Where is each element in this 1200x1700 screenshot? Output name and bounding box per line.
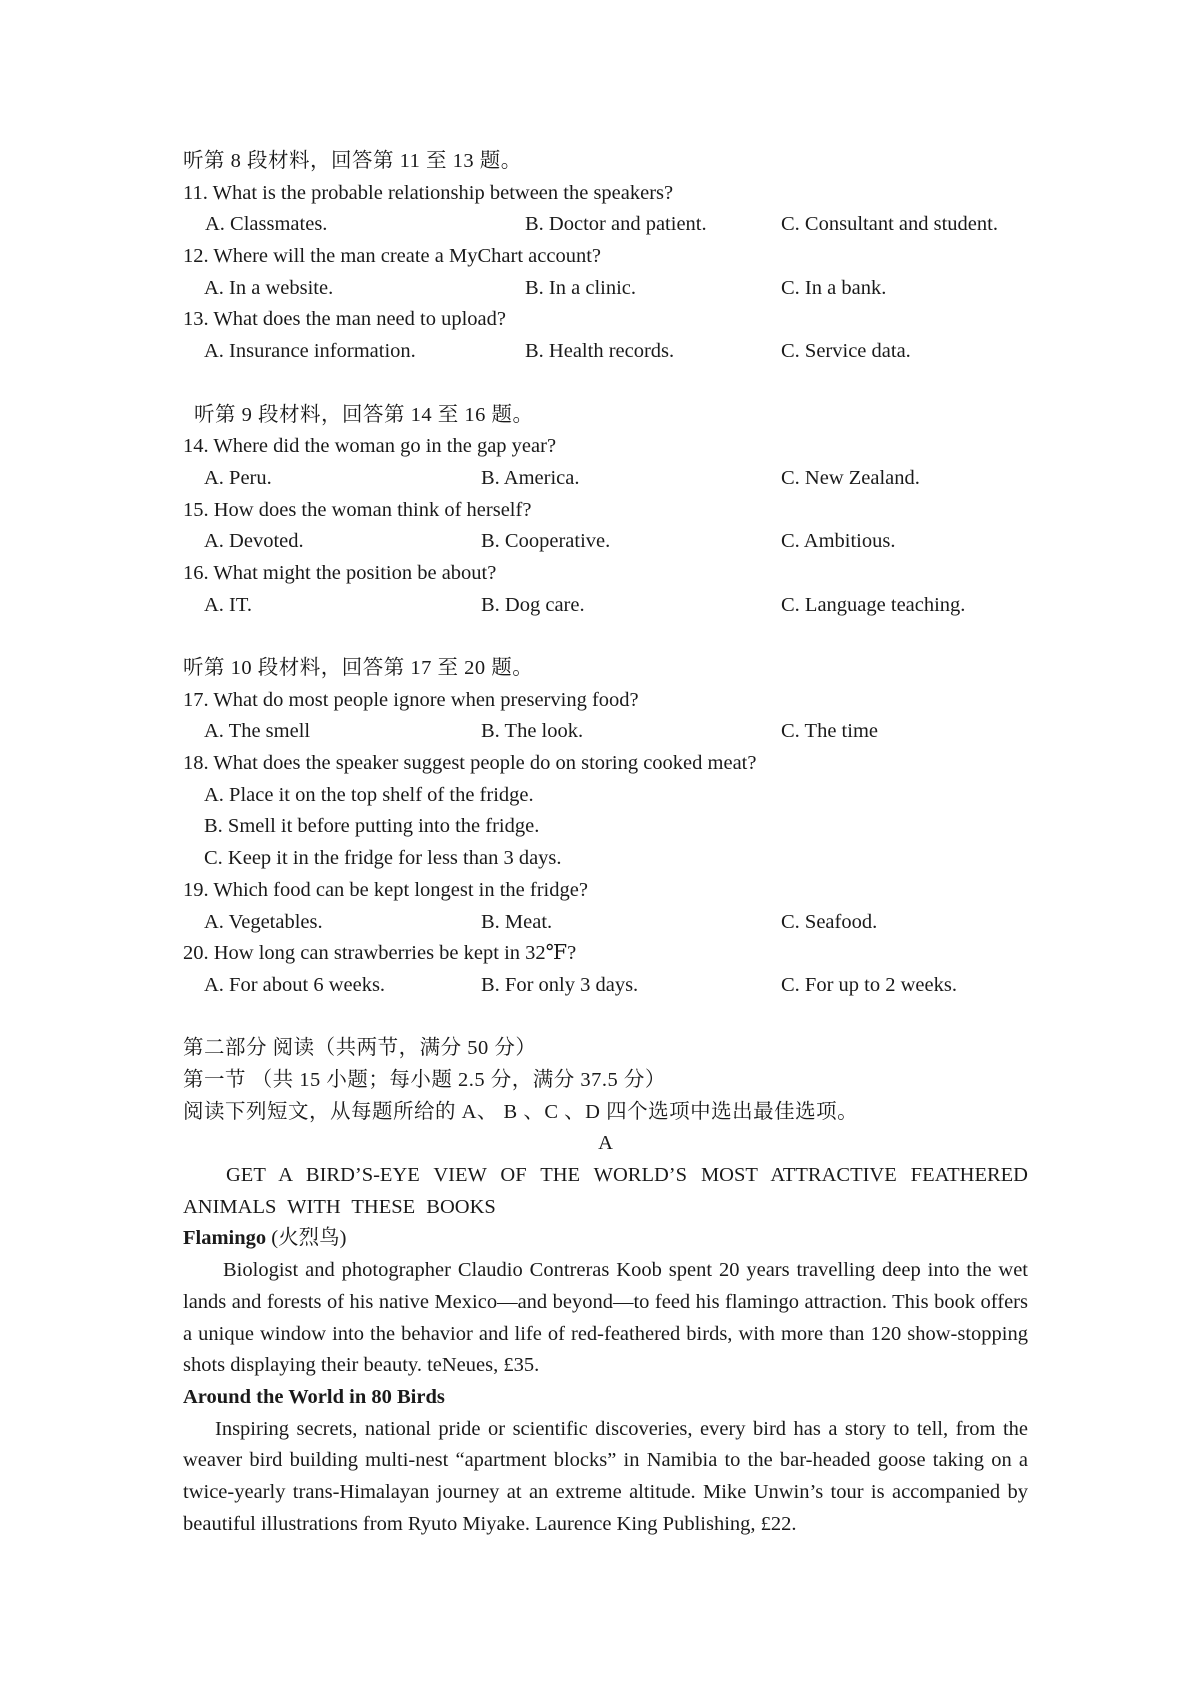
- exam-page: [183, 146, 1028, 1540]
- option-b: B. Health records.: [525, 340, 675, 363]
- question-16-options: [183, 590, 1028, 622]
- option-b: B. America.: [481, 466, 580, 489]
- section-9-header: 听第 9 段材料，回答第 14 至 16 题。: [194, 403, 534, 426]
- question-14: 14. Where did the woman go in the gap year?: [183, 435, 557, 458]
- option-c: C. The time: [781, 720, 878, 743]
- question-13-options: [183, 336, 1028, 368]
- option-b: B. Meat.: [481, 910, 553, 933]
- option-a: A. Place it on the top shelf of the fridge.: [204, 783, 534, 806]
- option-c: C. Service data.: [781, 340, 911, 363]
- book-2-description: Inspiring secrets, national pride or scientific discoveries, every bird has a story to tell, from the weaver bird building multi-nest “apartment blocks” in Namibia to the bar-headed goose taking on a twice-yearly trans-Himalayan journey at an extreme altitude. Mike Unwin’s tour is accompanied by beautiful illustrations from Ryuto Miyake. Laurence King Publishing, £22.: [183, 1417, 1028, 1535]
- question-19: 19. Which food can be kept longest in the fridge?: [183, 878, 588, 901]
- option-b: B. The look.: [481, 720, 584, 743]
- passage-label: A: [598, 1132, 613, 1155]
- question-20: 20. How long can strawberries be kept in 32℉?: [183, 942, 577, 965]
- spacer: [183, 368, 1028, 400]
- question-15-options: [183, 526, 1028, 558]
- option-c: C. Consultant and student.: [781, 213, 998, 236]
- section-8-header: 听第 8 段材料，回答第 11 至 13 题。: [183, 150, 522, 172]
- option-c: C. In a bank.: [781, 276, 887, 299]
- part-2-subtitle: 第一节 （共 15 小题；每小题 2.5 分，满分 37.5 分）: [183, 1068, 666, 1091]
- part-2-instruction: 阅读下列短文，从每题所给的 A、 B 、C 、D 四个选项中选出最佳选项。: [183, 1100, 859, 1123]
- option-b: B. For only 3 days.: [481, 973, 639, 996]
- option-a: A. IT.: [204, 593, 253, 616]
- section-10-header: 听第 10 段材料，回答第 17 至 20 题。: [183, 657, 534, 679]
- book-2-title: Around the World in 80 Birds: [183, 1385, 445, 1408]
- option-b: B. Dog care.: [481, 593, 585, 616]
- option-a: A. Vegetables.: [204, 910, 323, 933]
- option-c: C. Ambitious.: [781, 530, 896, 553]
- question-17: 17. What do most people ignore when preserving food?: [183, 688, 639, 711]
- question-13: 13. What does the man need to upload?: [183, 308, 506, 331]
- question-17-options: [183, 716, 1028, 748]
- option-c: C. Language teaching.: [781, 593, 966, 616]
- option-c: C. New Zealand.: [781, 466, 920, 489]
- spacer: [183, 621, 1028, 653]
- part-2-title: 第二部分 阅读（共两节，满分 50 分）: [183, 1037, 537, 1060]
- question-18: 18. What does the speaker suggest people do on storing cooked meat?: [183, 752, 757, 775]
- question-20-options: [183, 970, 1028, 1002]
- passage-headline: GET A BIRD’S-EYE VIEW OF THE WORLD’S MOST ATTRACTIVE FEATHERED ANIMALS WITH THESE BOOKS: [183, 1164, 1028, 1218]
- book-1-title: Flamingo: [183, 1227, 267, 1250]
- option-c: C. Seafood.: [781, 910, 878, 933]
- option-a: A. Classmates.: [205, 213, 328, 236]
- option-c: C. Keep it in the fridge for less than 3 days.: [204, 847, 562, 870]
- option-b: B. Doctor and patient.: [525, 213, 707, 236]
- option-b: B. Cooperative.: [481, 530, 611, 553]
- question-11: 11. What is the probable relationship between the speakers?: [183, 181, 674, 204]
- option-b: B. Smell it before putting into the fridge.: [204, 815, 540, 838]
- option-a: A. The smell: [204, 720, 311, 743]
- option-a: A. For about 6 weeks.: [204, 973, 386, 996]
- spacer: [183, 1002, 1028, 1034]
- question-19-options: [183, 907, 1028, 939]
- option-c: C. For up to 2 weeks.: [781, 973, 957, 996]
- book-1-title-cn: (火烈鸟): [266, 1227, 347, 1250]
- option-a: A. In a website.: [204, 276, 334, 299]
- book-1-heading: [183, 1223, 1028, 1255]
- option-a: A. Devoted.: [204, 530, 304, 553]
- option-b: B. In a clinic.: [525, 276, 637, 299]
- question-15: 15. How does the woman think of herself?: [183, 498, 532, 521]
- option-a: A. Insurance information.: [204, 340, 416, 363]
- question-16: 16. What might the position be about?: [183, 561, 497, 584]
- question-12: 12. Where will the man create a MyChart account?: [183, 245, 601, 268]
- option-a: A. Peru.: [204, 466, 272, 489]
- book-1-description: Biologist and photographer Claudio Contreras Koob spent 20 years travelling deep into the wet lands and forests of his native Mexico—and beyond—to feed his flamingo attraction. This book offers a unique window into the behavior and life of red-feathered birds, with more than 120 show-stopping shots displaying their beauty. teNeues, £35.: [183, 1259, 1028, 1377]
- question-14-options: [183, 463, 1028, 495]
- question-12-options: [183, 273, 1028, 305]
- question-11-options: [183, 209, 1028, 241]
